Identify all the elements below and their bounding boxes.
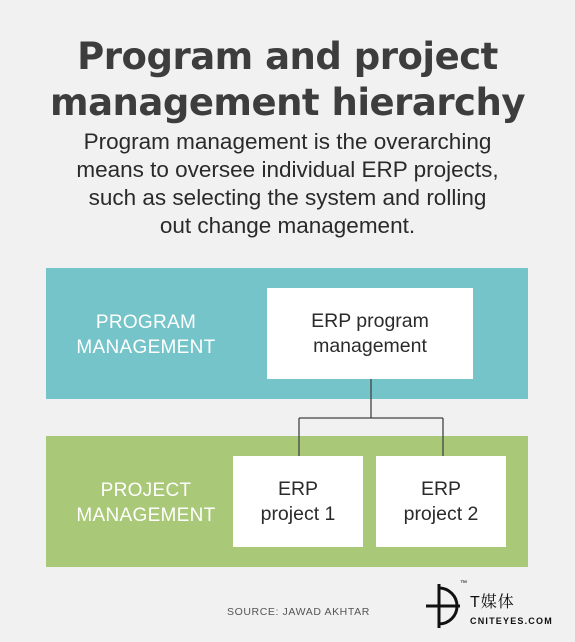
title-line-2: management hierarchy	[50, 81, 525, 124]
subtitle-line-4: out change management.	[159, 213, 416, 238]
project-label-line-1: PROJECT	[100, 480, 192, 501]
project-management-label	[72, 478, 220, 528]
subtitle-line-2: means to oversee individual ERP projects,	[76, 157, 499, 182]
subtitle	[0, 128, 575, 240]
erp-program-box-line-2: management	[313, 334, 427, 357]
erp-program-box-line-1: ERP program	[311, 309, 429, 332]
logo-mark-icon	[424, 580, 462, 632]
erp-program-management-box	[267, 288, 473, 379]
logo-trademark: ™	[460, 580, 467, 587]
subtitle-line-1: Program management is the overarching	[83, 129, 492, 154]
program-management-label	[72, 310, 220, 360]
program-management-band	[46, 268, 528, 399]
erp-project-2-line-2: project 2	[403, 502, 479, 525]
erp-project-1-line-2: project 1	[260, 502, 336, 525]
erp-project-2-line-1: ERP	[420, 477, 462, 500]
page-title	[0, 34, 575, 126]
erp-project-1-line-1: ERP	[277, 477, 319, 500]
project-label-line-2: MANAGEMENT	[76, 505, 216, 526]
logo-english-text: CNITEYES.COM	[470, 616, 553, 626]
program-label-line-2: MANAGEMENT	[76, 337, 216, 358]
project-management-band	[46, 436, 528, 567]
erp-project-2-box	[376, 456, 506, 547]
erp-project-1-box	[233, 456, 363, 547]
source-credit: SOURCE: JAWAD AKHTAR	[227, 606, 370, 618]
logo-chinese-text: T媒体	[470, 594, 515, 611]
publisher-logo	[424, 580, 564, 632]
subtitle-line-3: such as selecting the system and rolling	[88, 185, 487, 210]
program-label-line-1: PROGRAM	[95, 312, 197, 333]
title-line-1: Program and project	[77, 35, 498, 78]
